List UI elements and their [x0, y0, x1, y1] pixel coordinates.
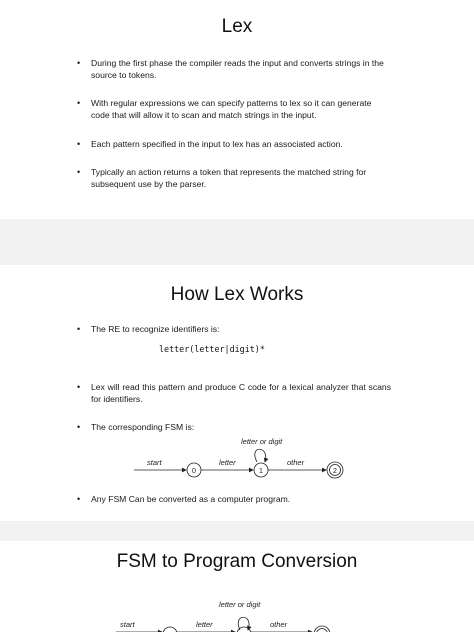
- fsm-state-2-label: 2: [333, 468, 337, 475]
- bullet-dot: •: [77, 58, 81, 68]
- bullet-dot: •: [77, 422, 81, 432]
- bullet-dot: •: [77, 98, 81, 108]
- bullet-text: The RE to recognize identifiers is:: [91, 324, 220, 334]
- fsm-diagram: [112, 597, 362, 632]
- fsm-state-0-label: 0: [192, 468, 196, 475]
- fsm-loop-label: letter or digit: [241, 437, 283, 446]
- bullet-item: [77, 139, 391, 151]
- fsm-edge-label: other: [287, 458, 305, 467]
- bullet-dot: •: [77, 382, 81, 392]
- regex-code: letter(letter|digit)*: [159, 344, 265, 354]
- fsm-edge-label: letter: [196, 620, 213, 629]
- fsm-state-1-label: 1: [259, 468, 263, 475]
- fsm-edge-label: letter: [219, 458, 236, 467]
- bullet-item: [77, 422, 391, 434]
- bullet-dot: •: [77, 167, 81, 177]
- bullet-item: [77, 382, 391, 405]
- slide-how-lex-works: [0, 265, 474, 521]
- fsm-loop-label: letter or digit: [219, 600, 261, 609]
- slide-title: Lex: [221, 16, 253, 37]
- bullet-dot: •: [77, 494, 81, 504]
- slide-title: FSM to Program Conversion: [116, 551, 358, 572]
- fsm-edge-label: other: [270, 620, 288, 629]
- bullet-text: With regular expressions we can specify patterns to lex so it can generate code that will allow it to scan and match strings in the input.: [91, 98, 372, 120]
- bullet-item: [77, 324, 391, 336]
- slide-lex: [0, 0, 474, 219]
- fsm-start-label: start: [147, 458, 162, 467]
- bullet-text: Lex will read this pattern and produce C code for a lexical analyzer that scans for identifiers.: [91, 382, 391, 404]
- bullet-item: [77, 98, 391, 121]
- fsm-self-loop: [255, 449, 266, 462]
- bullet-item: [77, 494, 391, 506]
- slide-fsm-to-program: [0, 541, 474, 632]
- fsm-diagram: [120, 435, 360, 485]
- slide-title: How Lex Works: [170, 284, 304, 305]
- bullet-dot: •: [77, 324, 81, 334]
- bullet-text: Typically an action returns a token that represents the matched string for subsequent use by the parser.: [91, 167, 367, 189]
- bullet-dot: •: [77, 139, 81, 149]
- bullet-item: [77, 167, 391, 190]
- bullet-text: Any FSM Can be converted as a computer program.: [91, 494, 291, 504]
- bullet-item: [77, 58, 391, 81]
- bullet-text: Each pattern specified in the input to lex has an associated action.: [91, 139, 343, 149]
- bullet-text: During the first phase the compiler reads the input and converts strings in the source to tokens.: [91, 58, 384, 80]
- bullet-text: The corresponding FSM is:: [91, 422, 195, 432]
- fsm-start-label: start: [120, 620, 135, 629]
